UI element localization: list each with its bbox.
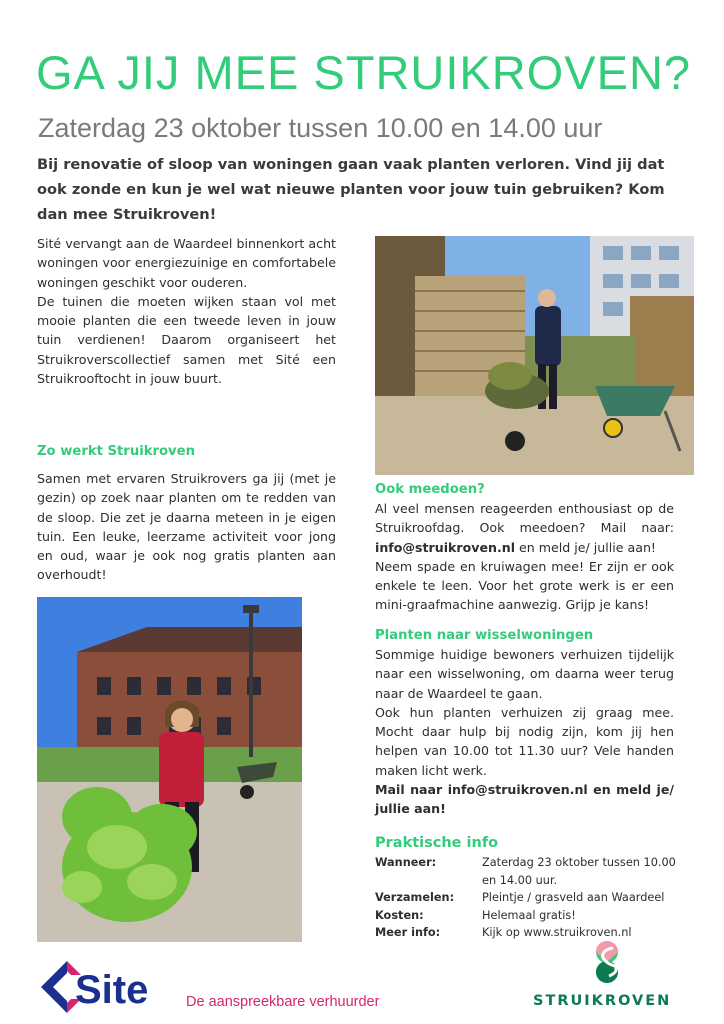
info-key: Wanneer: xyxy=(375,856,437,869)
info-value: Pleintje / grasveld aan Waardeel xyxy=(482,891,665,904)
info-row-wanneer xyxy=(375,854,687,889)
photo-man-with-wheelbarrows xyxy=(375,236,694,475)
event-date-subtitle: Zaterdag 23 oktober tussen 10.00 en 14.00 uur xyxy=(38,113,603,143)
info-key: Meer info: xyxy=(375,926,441,939)
site-logo-text: Site xyxy=(75,968,149,1012)
section-heading-ook-meedoen: Ook meedoen? xyxy=(375,482,485,497)
planten-p3: Mail naar info@struikroven.nl en meld je/ jullie aan! xyxy=(375,782,674,817)
planten-text xyxy=(375,645,674,819)
practical-info-table xyxy=(375,854,687,942)
section-heading-praktische-info: Praktische info xyxy=(375,835,499,851)
page-title: GA JIJ MEE STRUIKROVEN? xyxy=(36,46,692,99)
info-key: Kosten: xyxy=(375,908,424,922)
struikroven-logo-icon xyxy=(587,940,627,984)
info-row-verzamelen xyxy=(375,889,687,907)
info-key: Verzamelen: xyxy=(375,891,455,904)
section-heading-zo-werkt: Zo werkt Struikroven xyxy=(37,444,195,459)
intro-body-p1: Sité vervangt aan de Waardeel binnenkort acht woningen voor energiezuinige en comfortabele woningen geschikt voor ouderen. xyxy=(37,236,336,290)
intro-body-p2: De tuinen die moeten wijken staan vol met mooie planten die een tweede leven in jouw tuin verdienen! Daarom organiseert het Struikroverscollectief samen met Sité een Struikrooftocht in jouw buurt. xyxy=(37,293,336,387)
site-logo xyxy=(37,957,177,1015)
ook-meedoen-p2: Neem spade en kruiwagen mee! Er zijn er ook enkele te leen. Voor het grote werk is er een mini-graafmachine aanwezig. Grijp je kans! xyxy=(375,558,674,613)
info-row-meer-info xyxy=(375,924,687,942)
struikroven-logo-text: STRUIKROVEN xyxy=(533,993,672,1009)
info-value: Helemaal gratis! xyxy=(482,908,576,922)
intro-body xyxy=(37,234,336,388)
info-value: Zaterdag 23 oktober tussen 10.00 en 14.00 uur. xyxy=(482,856,676,887)
zo-werkt-text: Samen met ervaren Struikrovers ga jij (met je gezin) op zoek naar planten om te redden van de sloop. Die zet je daarna meteen in je eigen tuin. Een leuke, leerzame activiteit voor jong en oud, waar je ook nog gratis planten aan overhoudt! xyxy=(37,471,336,583)
ook-meedoen-p1: Al veel mensen reageerden enthousiast op de Struikroofdag. Ook meedoen? Mail naar: xyxy=(375,501,674,536)
planten-p2: Ook hun planten verhuizen zij graag mee. Mocht daar hulp bij nodig zijn, kom jij hen helpen van 10.00 tot 11.30 uur? Vele handen maken licht werk. xyxy=(375,704,674,778)
planten-p1: Sommige huidige bewoners verhuizen tijdelijk naar een wisselwoning, om daarna weer terug naar de Waardeel te gaan. xyxy=(375,647,674,701)
intro-paragraph: Bij renovatie of sloop van woningen gaan vaak planten verloren. Vind jij dat ook zonde en kun je wel wat nieuwe planten voor jouw tuin gebruiken? Kom dan mee Struikroven! xyxy=(37,156,665,223)
email-link[interactable]: info@struikroven.nl xyxy=(375,539,516,555)
info-value: Kijk op www.struikroven.nl xyxy=(482,926,632,939)
photo-girl-with-plant xyxy=(37,597,302,942)
site-tagline: De aanspreekbare verhuurder xyxy=(186,994,380,1010)
section-heading-planten: Planten naar wisselwoningen xyxy=(375,628,594,643)
ook-meedoen-text xyxy=(375,499,674,615)
ook-meedoen-p1-end: en meld je/ jullie aan! xyxy=(515,539,656,555)
info-row-kosten xyxy=(375,907,687,925)
